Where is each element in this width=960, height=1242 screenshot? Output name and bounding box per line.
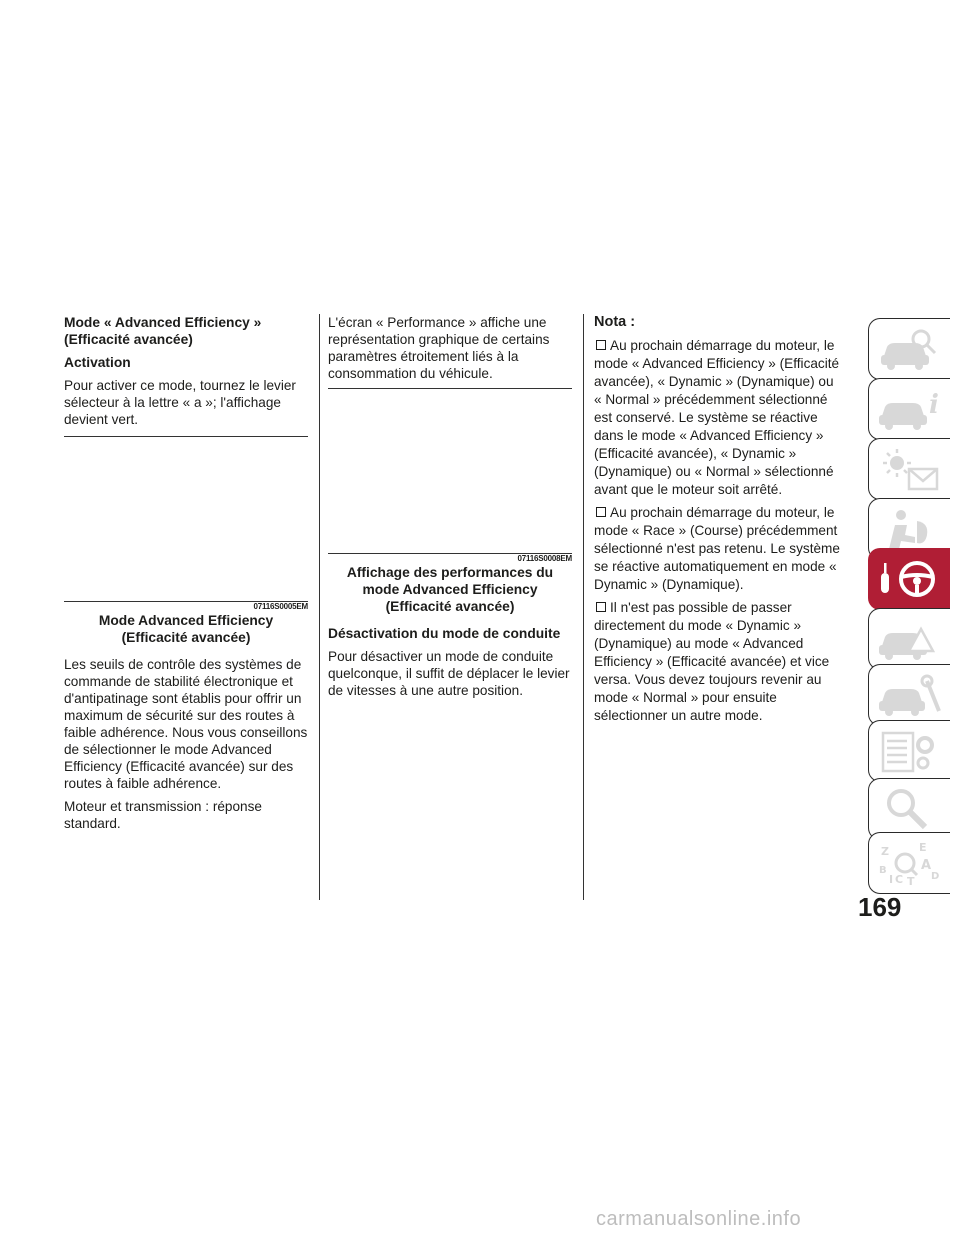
column-divider (583, 314, 584, 900)
column-3 (594, 314, 840, 730)
key-steering-wheel-icon (875, 555, 945, 603)
page-number: 169 (858, 892, 902, 922)
car-search-icon (875, 325, 945, 373)
car-wrench-icon (875, 671, 945, 719)
figure-image-placeholder (328, 389, 572, 553)
column-1 (64, 314, 308, 838)
column-2 (328, 314, 572, 705)
svg-text:i: i (928, 390, 939, 420)
tab-specifications[interactable] (868, 720, 950, 782)
tab-car-wrench[interactable] (868, 664, 950, 726)
tab-car-warning[interactable] (868, 608, 950, 670)
checkbox-bullet-icon (596, 507, 606, 517)
svg-text:A: A (920, 858, 931, 873)
spec-list-gear-icon (875, 727, 945, 775)
lights-message-icon (875, 445, 945, 493)
checkbox-bullet-icon (596, 340, 606, 350)
nota-item: Au prochain démarrage du moteur, le mode « Race » (Course) précédemment sélectionné n'est pas retenu. Le système se réactive automatiquement en mode « Dynamic » (Dynamique). (594, 505, 840, 592)
tab-alphabetical-index[interactable] (868, 832, 950, 894)
subheading-deactivation: Désactivation du mode de conduite (328, 626, 561, 641)
tab-starting-driving[interactable] (868, 548, 950, 610)
performance-intro: L'écran « Performance » affiche une représentation graphique de certains paramètres étroitement liés à la consommation du véhicule. (328, 315, 550, 381)
svg-text:E: E (918, 841, 927, 854)
tab-lights-message[interactable] (868, 438, 950, 500)
watermark: carmanualsonline.info (596, 1208, 802, 1230)
nota-heading: Nota : (594, 314, 636, 330)
svg-text:I: I (888, 873, 893, 886)
tab-search-index[interactable] (868, 778, 950, 840)
svg-text:T: T (906, 875, 915, 887)
tab-car-search[interactable] (868, 318, 950, 380)
column-divider (319, 314, 320, 900)
subheading-activation: Activation (64, 355, 131, 370)
magnifier-icon (875, 785, 945, 833)
svg-text:C: C (894, 873, 903, 886)
figure-caption: Mode Advanced Efficiency (Efficacité avancée) (98, 613, 274, 645)
paragraph: Pour désactiver un mode de conduite quelconque, il suffit de déplacer le levier de vitesses à une autre position. (328, 649, 570, 698)
car-info-icon (875, 385, 945, 433)
figure-code: 07116S0008EM (517, 554, 572, 563)
alphabet-index-icon (875, 839, 945, 887)
nota-item: Au prochain démarrage du moteur, le mode « Advanced Efficiency » (Efficacité avancée), « Dynamic » (Dynamique) ou « Normal » précédemment sélectionné est conservé. Le système se réactive dans le mode « Advanced Efficiency » (Efficacité avancée), « Dynamic » (Dynamique) ou « Normal » sélectionné avant que le moteur soit arrêté. (594, 338, 840, 497)
car-warning-icon (875, 615, 945, 663)
paragraph: Les seuils de contrôle des systèmes de commande de stabilité électronique et d'antipatinage sont établis pour offrir un maximum de sécurité sur des routes à faible adhérence. Nous vous conseillons de sélectionner le mode Advanced Efficiency (Efficacité avancée) sur des routes à faible adhérence. (64, 657, 308, 791)
paragraph: Moteur et transmission : réponse standard. (64, 799, 262, 831)
airbag-person-icon (875, 505, 945, 553)
activation-text: Pour activer ce mode, tournez le levier sélecteur à la lettre « a »; l'affichage devient vert. (64, 378, 296, 427)
tab-car-info[interactable] (868, 378, 950, 440)
figure-image-placeholder (64, 437, 308, 601)
figure-code: 07116S0005EM (253, 602, 308, 611)
checkbox-bullet-icon (596, 602, 606, 612)
svg-text:D: D (930, 871, 939, 882)
svg-text:Z: Z (880, 845, 889, 858)
nota-item: Il n'est pas possible de passer directement du mode « Dynamic » (Dynamique) au mode « Advanced Efficiency » (Efficacité avancée) et vice versa. Vous devez toujours revenir au mode « Normal » pour ensuite sélectionner un autre mode. (594, 600, 830, 723)
section-heading: Mode « Advanced Efficiency » (Efficacité avancée) (64, 315, 262, 347)
figure-caption: Affichage des performances du mode Advanced Efficiency (Efficacité avancée) (346, 565, 554, 614)
svg-text:B: B (878, 865, 887, 876)
